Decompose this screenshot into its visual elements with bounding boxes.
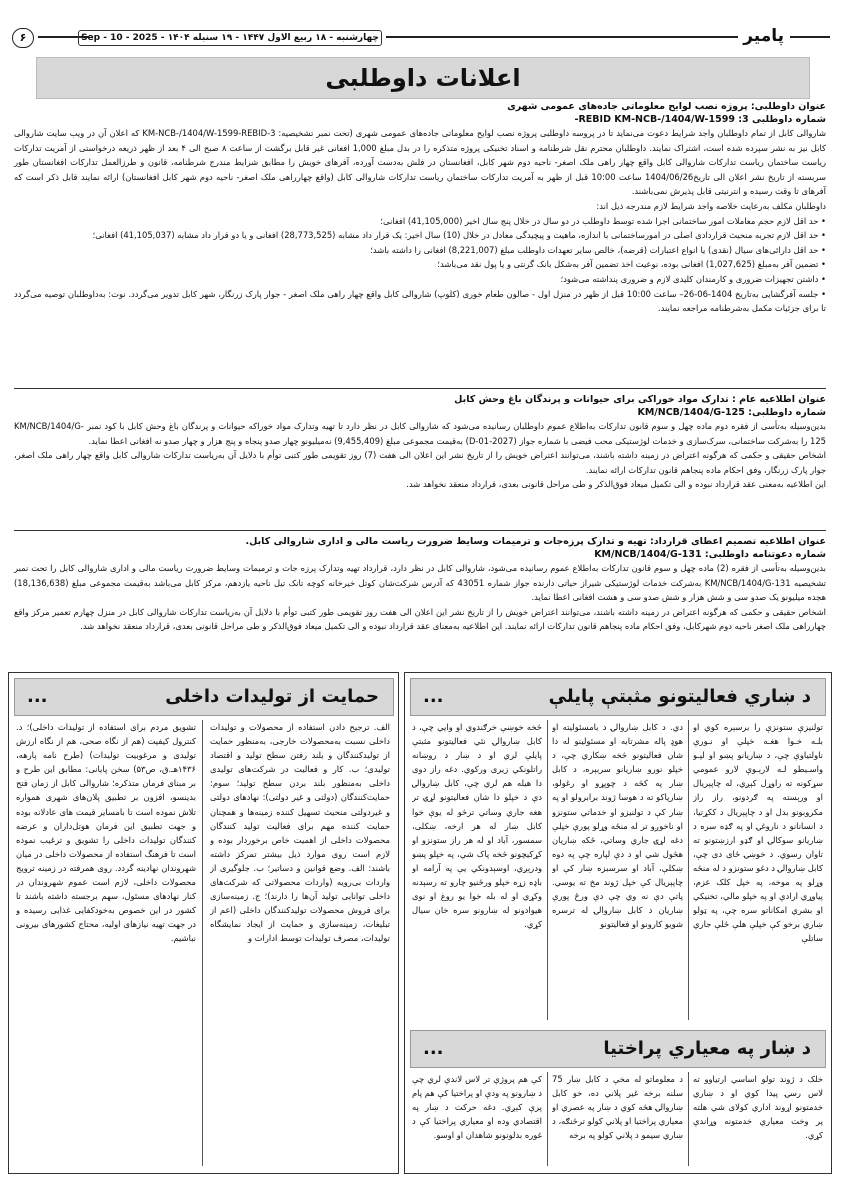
notice-paragraph: اشخاص حقیقی و حکمی که هرگونه اعتراض در زمینه داشته باشند، می‌توانند اعتراض خویش را از تاریخ نشر این اعلان الی هفت (7) روز تقویمی طور کتبی توأم با دلایل آن به‌ریاست تدارکات شاروالی کابل واقع چهار راهی ملک اصغر، جوار پارک زرنگار، وفق احکام ماده پنجاهم قانون تدارکات ارائه نمایند. bbox=[14, 450, 826, 475]
brand-name: پامیر bbox=[743, 26, 784, 46]
heading-text: د ښاري فعالیتونو مثبتې پایلې bbox=[548, 686, 811, 707]
column-divider bbox=[202, 720, 203, 1166]
notice-body bbox=[14, 419, 826, 492]
column-divider bbox=[688, 720, 689, 1020]
notice-paragraph: بدین‌وسیله به‌تأسی از فقره (2) ماده چهل و سوم قانون تدارکات به‌اطلاع عموم رسانیده می‌شود، شاروالی کابل در نظر دارد، قرارداد تهیه وتدارک پرزه جات و ترمیمات وسایط ضرورت ریاست مالی و اداری شاروالی کابل را تحت نمبر تشخیصیه KM/NCB/1404/G-131 به‌شرکت خدمات لوژستیکی شیراز حیاتی دارنده جواز شماره 43051 که آدرس شرکت‌شان کوتل خیرخانه کوچه تانک تیل ناحیه یازدهم، مرکز کابل می‌باشد به‌قیمت مجموعی مبلغ (18,136,638) هجده میلیونو یک صدو سی و شش هزار و شش صدو سی و هشت افغانی اعطا نماید. bbox=[14, 563, 826, 603]
section-banner: اعلانات داوطلبی bbox=[36, 57, 810, 99]
notice-vehicle-parts bbox=[14, 535, 826, 634]
notice-bullet: • داشتن تجهیزات ضروری و کارمندان کلیدی لازم و ضروری پنداشته می‌شود؛ bbox=[560, 273, 826, 284]
column-divider bbox=[688, 1072, 689, 1166]
notice-body bbox=[14, 126, 826, 316]
notice-bullet: • تضمین آفر به‌مبلغ (1,027,625) افغانی بوده، نوعیت اخذ تضمین آفر به‌شکل بانک گرنتی و یا پول نقد می‌باشد؛ bbox=[437, 259, 826, 270]
column-text: څخه خوښې خرګندوي او وایي چې، د کابل ښاروالۍ نئي فعالیتونو مثبتې پایلې لري او د ښار د روښانه راتلونکي زیری ورکوي. دغه راز دوی دا هیله هم لري چې، کابل ښاروالۍ دې د خپلو دا شان فعالیتونو لړۍ تر هغه جاري وساتي ترڅو له یوې خوا کابل ښار له هر ارخه، ښکلی، سمسور، آباد او له هر راز ستونزو او کړکیچونو څخه پاک شي، په خپلو پښو ودرېږي، اوسېدونکي یې په آرامه او باډه زړه خپلو ورځنیو چارو ته رسېدنه وکړي او له بله خوا یو روغ او نوی هیوادونو له ښارونو سره خان سیال کړي. bbox=[412, 722, 542, 930]
column-text: تولنیزې ستونزې را برسېره کوي او بلـه خـوا هغـه خپلې او نـورې ناولتیاوې چې، د ښاریانو پښو او لپـو واسـیطو لـه لارېـوې لارو عمومي سړکونه ته راوړل کېږي، له چاپېریال او ورېسته په ګردونو، راز راز مکروبونو بدل او د چاپېریال د ککړتیا، د انسانانو د ناروغۍ او په ګډه سره د ښاریانو سوکالۍ او ګډو ارزښتونو ته تاوان رسوي. د خوښۍ ځای دی چې، کابل ښاروالۍ د دغو ستونزو د له منځه وړلو په موخه، په خپل کلک عزم، پیاوړي ارادې او په خپلو مالي، تخنیکي او بشري امکاناتو سره چې، په ټولو ښاري برخو کې خپلې هلې ځلې جاري ساتلې bbox=[693, 722, 823, 944]
notice-bullet: • حد اقل لازم تجربه منحیث قراردادی اصلی در امورساختمانی با اندازه، ماهیت و پیچیدگی معادل در خلال (10) سال اخیر: یک قرار داد مشابه (28,773,525) افغانی و یا دو قرار داد مشابه (41,105,037) افغانی؛ bbox=[92, 230, 826, 241]
heading-ellipsis: ... bbox=[423, 1038, 444, 1059]
column-text: د معلوماتو له مخې د کابل ښار 75 سلنه برخه غیر پلاني ده، خو کابل ښاروالۍ هڅه کوي د ښار په عصري او معیاري پراختیا او پلاني کولو ترڅنګه، د ښاري سیمو د پلاني کولو په برخه bbox=[552, 1074, 683, 1141]
heading-text: حمایت از تولیدات داخلی bbox=[165, 686, 379, 707]
column-divider bbox=[547, 1072, 548, 1166]
header-rule-middle bbox=[386, 36, 738, 38]
notice-road-signs bbox=[14, 100, 826, 316]
heading-text: د ښار په معیاري پراختیا bbox=[603, 1038, 811, 1059]
column-text: دي. د کابل ښاروالۍ د بامسئولیته او هوډ پاله مشرتابه او مسئولینو له دا شان فعالیتونو څخه ښکاري چې، د خپلو نورو ښاریانو سربېره، د کابل ښار په کڅه د چوپړو او رغولو، ښارپاکو ته د هوسا ژوند برابرولو او په ښار کې د تولنیزو او خدماتي ستونزو او ناخوږو تر له منځه وړلو پورې خپلې دغه لړۍ جاري وساتي، ځکه ښاریان هڅول شي او د دې لپاره چې په دوه ښکلې، آباد او سرسبزه ښار کې او چاپېریال کې خپل ژوند مخ ته یوسي. پاتې دې نه وي چې دې ورځ پورې ښاریان د کابل ښاروالۍ له ترسره شویو کارونو او فعالیتونو bbox=[552, 722, 683, 930]
notice-bullet: • حد اقل دارائی‌های سیال (نقدی) یا انواع اعتبارات (قرضه)، خالص سایر تعهدات داوطلب مبلغ (8,221,007) افغانی را داشته باشد؛ bbox=[370, 244, 826, 255]
article-column bbox=[16, 720, 196, 1166]
date-line: چهارشنبه - ۱۸ ربیع الاول ۱۴۴۷ - ۱۹ سنبله ۱۴۰۴ - Sep - 10 - 2025 bbox=[78, 30, 382, 46]
article-column bbox=[552, 720, 683, 1020]
notice-code: شماره داوطلبی: KM/NCB/1404/G-125 bbox=[637, 407, 826, 418]
notice-paragraph: این اطلاعیه به‌معنی عقد قرارداد نبوده و الی تکمیل میعاد فوق‌الذکر و طی مراحل قانونی بعدی، قرارداد منعقد نخواهد شد. bbox=[406, 479, 826, 490]
notice-paragraph: بدین‌وسیله به‌تأسی از فقره دوم ماده چهل و سوم قانون تدارکات به‌اطلاع عموم داوطلبان رسانیده می‌شود که شاروالی کابل در نظر دارد تا تهیه وتدارک مواد خوراکه حیوانات و پرندگان باغ وحش کابل با کود نمبر KM/NCB/1404/G-125 را به‌شرکت ساختمانی، سرک‌سازی و خدمات لوژستیکی محب فیضی با شماره جواز (2027-01-D) به‌قیمت مجموعی مبلغ (9,455,409) نه‌میلیونو چهار صدو پنجاه و پنج هزار و چهار صدو نه افغانی اعطا نماید. bbox=[14, 421, 826, 446]
notice-code: شماره داوطلبی 3: REBID KM-NCB-/1404/W-1599- bbox=[574, 114, 826, 125]
notice-divider bbox=[14, 388, 826, 389]
article-column bbox=[412, 1072, 542, 1166]
notice-paragraph: شاروالی کابل از تمام داوطلبان واجد شرایط دعوت می‌نماید تا در پروسه داوطلبی پروژه نصب لوایح معلوماتی جاده‌های عمومی شهری (تحت نمبر تشخیصیه: KM-NCB-/1404/W-1599-REBID-3 که اعلان آن در ویب سایت شاروالی کابل نیز به نشر سپرده شده است، اشتراک نمایند. داوطلبان محترم نقل شرطنامه و اسناد تخنیکی پروژه متذکره را در بدل مبلغ 1,000 افغانی غیر قابل برگشت از ساعت ۸ صبح الی ۴ بعد از ظهر ذریعه درخواستی از آمریت تدارکات ریاست ساختمان ریاست تدارکات شاروالی کابل واقع چهار راهی ملک اصغر- ناحیه دوم شهر کابل، افغانستان در فلش به‌دست آورده، آفرهای خویش را مطابق شرایط مندرج شرطنامه، قانون و طرزالعمل تدارکات افغانستان طور سربسته از تاریخ نشر اعلان الی تاریخ1404/06/26 ساعت 10:00 قبل از ظهر به آمریت تدارکات ساختمان ریاست تدارکات شاروالی کابل (واقع چهارراهی ملک اصغر- ناحیه دوم شهر کابل افغانستان) ارائه نمایند قابل ذکر است که آفرهای تا وقت رسیده و انترنیتی قابل پذیرش نمی‌باشند. bbox=[14, 128, 827, 197]
notice-zoo-food bbox=[14, 393, 826, 492]
column-text: کې هم پروژې تر لاس لاندې لري چې د ښارونو په ودې او پراختیا کې هم پام پرې کېږي. دغه حرکت د ښار په اقتصادي وده او معیاري پراختیا کې د غوره بدلونونو شاهدان او اوسو. bbox=[412, 1074, 542, 1141]
article-heading-city-expansion bbox=[410, 1030, 826, 1068]
article-heading-domestic bbox=[14, 678, 394, 716]
article-heading-urban-results bbox=[410, 678, 826, 716]
notice-title: عنوان اطلاعیه عام : تدارک مواد خوراکی برای حیوانات و پرندگان باغ وحش کابل bbox=[454, 394, 826, 405]
article-column bbox=[210, 720, 390, 1166]
notice-body bbox=[14, 561, 826, 634]
heading-ellipsis: ... bbox=[423, 686, 444, 707]
article-column bbox=[552, 1072, 683, 1166]
column-text: الف. ترجیح دادن استفاده از محصولات و تولیدات داخلی نسبت به‌محصولات خارجی، به‌منظور حمایت از تولیدکنندگان و بلند رفتن سطح تولید و اقتصاد تولیدی؛ ب. کار و فعالیت در شرکت‌های تولیدی داخلی به‌منظور بلند بردن سطح تولید؛ سوم: حمایت‌کنندگان (دولتی و غیر دولتی): نهادهای دولتی و غیردولتی منحیث تسهیل کننده زمینه‌ها و همچنان حمایت کننده مهم برای فعالیت تولید کنندگان محصولات داخلی از اهمیت خاص برخوردار بوده و لازم است روی موارد ذیل بیشتر تمرکز داشته باشند: الف. وضع قوانین و دساتیر؛ ب. جلوگیری از واردات بی‌رویه (واردات محصولاتی که شرکت‌های داخلی توانایی تولید آن‌ها را دارند)؛ ج. زمینه‌سازی برای فروش محصولات تولیدکنندگان داخلی (اعم از تبلیغات، زمینه‌سازی و حمایت از ایجاد نمایشگاه تولیدات، مصرف تولیدات توسط ادارات و bbox=[210, 722, 390, 944]
notice-divider bbox=[14, 530, 826, 531]
notice-title: عنوان داوطلبی: پروژه نصب لوایح معلوماتی جاده‌های عمومی شهری bbox=[507, 101, 826, 112]
notice-title: عنوان اطلاعیه تصمیم اعطای قرارداد: تهیه و تدارک پرزه‌جات و ترمیمات وسایط ضرورت ریاست مالی و اداری شاروالی کابل. bbox=[245, 536, 826, 547]
notice-bullet: • حد اقل لازم حجم معاملات امور ساختمانی اجرا شده توسط داوطلب در دو سال در خلال پنج سال اخیر (41,105,000) افغانی؛ bbox=[380, 215, 826, 226]
article-column bbox=[693, 720, 823, 1020]
column-text: خلک د ژوند تولو اساسي ارتیاوو ته لاس رسۍ پیدا کوي او د ښاري خدمتونو اړوند اداري کولای شي هلته پر وخت معیاري خدمتونه وړاندې کړي. bbox=[693, 1074, 823, 1141]
heading-ellipsis: ... bbox=[27, 686, 48, 707]
article-column bbox=[412, 720, 542, 1020]
notice-paragraph: داوطلبان مکلف به‌رعایت خلاصه واجد شرایط لازم مندرجه ذیل اند: bbox=[596, 200, 826, 211]
notice-paragraph: اشخاص حقیقی و حکمی که هرگونه اعتراض در زمینه داشته باشند، می‌توانند اعتراض خویش را از تاریخ نشر این اعلان الی هفت روز تقویمی طور کتبی توأم با دلایل آن به‌ریاست تدارکات شاروالی کابل در منزل چهارم تعمیر مرکز واقع چهارراهی ملک اصغر ناحیه دوم شهرکابل، وفق احکام ماده پنجاهم قانون تدارکات ارائه نمایند. این اطلاعیه به‌معنای عقد قرارداد نبوده و الی تکمیل میعاد فوق‌الذکر و طی مراحل قانونی بعدی، قرارداد منعقد نخواهد شد. bbox=[14, 606, 826, 632]
column-text: تشویق مردم برای استفاده از تولیدات داخلی)؛ د. کنترول کیفیت (هم از نگاه صحی، هم از نگاه ارزش تولیدی و مرغوبیت تولیدات) (طرح نامه پارهه، ۱۴۳۶هـ.ق، ص۵۳) سخن پایانی: مطابق این طرح و بر مبنای فرمان متذکره؛ شاروالی کابل از زمان فتح بدینسو، افزون بر تطبیق پلان‌های شهری همواره تلاش نموده است تا بامسایر قیمت های عادلانه بوده و جهت تطبیق این فرمان هوتل‌داران و عرضه کنندگان تولیدات داخلی را تشویق و ترغیب نموده است تا فرهنگ استفاده از محصولات داخلی در میان شهروندان نهادینه گردد. روی همرفته در زمینه ترویج محصولات داخلی، لازم است عموم شهروندان در کنار نهادهای مسئول، سهم برجسته داشته باشند تا کشور در این خصوص به‌خودکفایی غذایی رسیده و در جهت تهیه نیازهای اولیه، محتاج کشورهای بیرونی نباشیم. bbox=[16, 722, 196, 944]
header-rule-right bbox=[790, 36, 830, 38]
column-divider bbox=[547, 720, 548, 1020]
notice-bullet: • جلسه آفرگشایی به‌تاریخ 1404-06-26– ساعت 10:00 قبل از ظهر در منزل اول - صالون طعام خوری (کلوپ) شاروالی کابل واقع چهار راهی ملک اصغر - جوار پارک زرنگار، شهر کابل تدویر می‌گردد. نوت: به‌داوطلبان توصیه می‌گردد تا برای جزئیات مکمل به‌شرطنامه مراجعه نمایند. bbox=[14, 288, 827, 314]
article-column bbox=[693, 1072, 823, 1166]
page-number: ۶ bbox=[12, 28, 34, 48]
notice-code: شماره دعوتنامه داوطلبی: KM/NCB/1404/G-131 bbox=[594, 549, 826, 560]
page-header bbox=[8, 26, 834, 48]
